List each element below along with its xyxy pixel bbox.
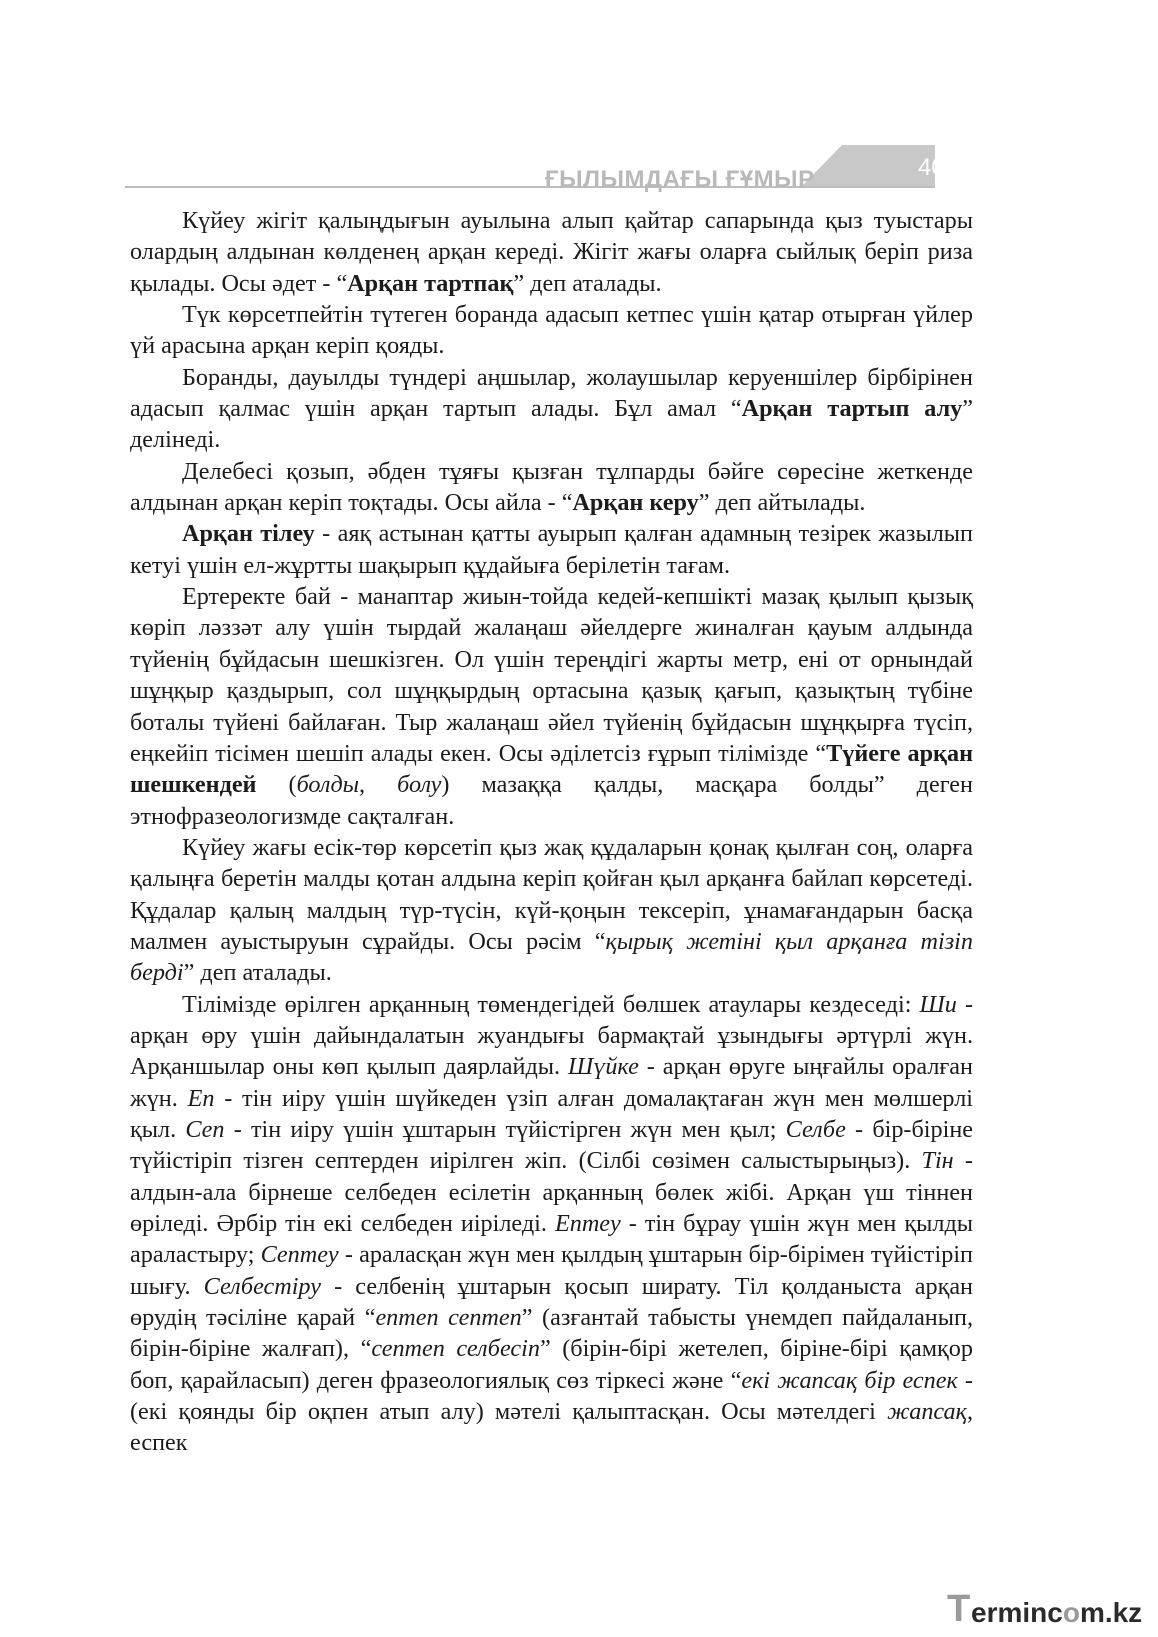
bold-term: Арқан тартпақ <box>347 269 514 297</box>
text-run: - араласқан жүн мен қылдың ұштарын бір-бірімен түйістіріп шығу. <box>130 1241 973 1300</box>
text-run: - арқан өру үшін дайындалатын жуандығы бармақтай ұзындығы әртүрлі жүн. Арқаншылар оны көп қылып даярлайды. <box>130 990 973 1081</box>
text-run: - арқан өруге ыңғайлы оралған жүн. <box>130 1053 973 1112</box>
bold-term: Түйеге арқан шешкендей <box>130 739 974 799</box>
italic-term: Сеп <box>185 1115 225 1143</box>
text-run: ” (бірін-бірі жетелеп, біріне-бірі қамқор боп, қарайласып) деген фразеологиялық сөз тіркесі және “ <box>130 1335 973 1394</box>
watermark-domain <box>971 1597 1142 1629</box>
text-run: Күйеу жігіт қалыңдығын ауылына алып қайтар сапарында қыз туыстары олардың алдынан көлденең арқан кереді. Жігіт жағы оларға сыйлық беріп риза қылады. Осы әдет - “ <box>130 207 973 297</box>
text-run: - бір-біріне түйістіріп тізген септерден иірілген жіп. (Сілбі сөзімен салыстырыңыз). <box>130 1115 974 1175</box>
paragraph <box>130 989 973 1459</box>
watermark-letter-t: T <box>947 1588 971 1630</box>
text-run: Ертеректе бай - манаптар жиын-тойда кедей-кепшікті мазақ қылып қызық көріп ләззәт алу үшін тырдай жалаңаш әйелдерге жиналған қауым алдында түйенің бұйдасын шешкізген. Ол үшін тереңдігі жарты метр, ені от орнындай шұңқыр қаздырып, сол шұңқырдың ортасына қазық қағып, қазықтың түбіне боталы түйені байлаған. Тыр жалаңаш әйел түйенің бұйдасын шұңқырға түсіп, еңкейіп тісімен шешіп алады екен. Осы әділетсіз ғұрып тілімізде “ <box>130 583 973 767</box>
text-run: ” (азғантай табысты үнемдеп пайдаланып, бірін-біріне жалғап), “ <box>130 1304 973 1363</box>
text-run: ” деп аталады. <box>183 959 332 987</box>
italic-term: Селбе <box>785 1115 846 1143</box>
text-run: Түк көрсетпейтін түтеген боранда адасып кетпес үшін қатар отырған үйлер үй арасына арқан керіп қояды. <box>130 301 973 360</box>
italic-term: Еп <box>187 1084 215 1112</box>
text-run: - алдын-ала бірнеше селбеден есілетін арқанның бөлек жібі. Арқан үш тіннен өріледі. Әрбір тін екі селбеден иіріледі. <box>130 1147 973 1237</box>
italic-term: Ши <box>919 990 957 1018</box>
text-run: - (екі қоянды бір оқпен атып алу) мәтелі қалыптасқан. Осы мәтелдегі <box>130 1366 973 1426</box>
italic-term: жапсақ <box>887 1398 967 1426</box>
paragraph <box>130 518 973 581</box>
text-run: - тін иіру үшін ұштарын түйістірген жүн мен қыл; <box>224 1115 786 1143</box>
text-run: Делебесі қозып, әбден тұяғы қызған тұлпарды бәйге сөресіне жеткенде алдынан арқан керіп тоқтады. Осы айла - “ <box>130 457 973 517</box>
italic-term: септеп селбесіп <box>371 1335 540 1363</box>
text-run: ) мазаққа қалды, масқара болды” деген этнофразеологизмде сақталған. <box>130 771 973 830</box>
page-number: 405 <box>918 154 959 181</box>
text-run: Тілімізде өрілген арқанның төмендегідей бөлшек атаулары кездеседі: <box>182 990 920 1018</box>
watermark-part-2: m.kz <box>1079 1597 1143 1628</box>
paragraph <box>130 581 973 832</box>
italic-term: Шүйке <box>568 1053 639 1081</box>
text-run: - селбенің ұштарын қосып ширату. Тіл қолданыста арқан өрудің тәсіліне қарай “ <box>130 1272 973 1332</box>
bold-term: Арқан керу <box>572 489 699 517</box>
italic-term: қырық жетіні қыл арқанға тізіп берді <box>130 927 973 987</box>
text-run: ( <box>256 771 297 799</box>
paragraph <box>130 205 973 299</box>
text-run: ” делінеді. <box>130 395 973 454</box>
paragraph <box>130 362 973 456</box>
header-tab-shape <box>800 145 935 188</box>
italic-term: ептеп септеп <box>375 1304 522 1332</box>
paragraph <box>130 456 973 519</box>
text-run: - аяқ астынан қатты ауырып қалған адамның тезірек жазылып кетуі үшін ел-жұртты шақырып құдайыға берілетін тағам. <box>130 520 973 579</box>
watermark-o: o <box>1062 1597 1080 1628</box>
text-run: - тін бұрау үшін жүн мен қылды араластыру; <box>130 1210 973 1269</box>
italic-term: Селбестіру <box>203 1272 321 1300</box>
body-text <box>130 205 973 1459</box>
bold-term: Арқан тартып алу <box>741 395 963 423</box>
page-header <box>0 0 1158 200</box>
text-run: - тін иіру үшін шүйкеден үзіп алған домалақтаған жүн мен мөлшерлі қыл. <box>130 1084 973 1143</box>
watermark-part-1: erminc <box>971 1597 1063 1628</box>
text-run: ” деп аталады. <box>513 269 662 297</box>
termincom-watermark-logo <box>947 1589 1147 1633</box>
text-run: , еспек <box>130 1398 973 1457</box>
italic-term: Тін <box>921 1147 954 1175</box>
text-run: Боранды, дауылды түндері аңшылар, жолаушылар керуеншілер бірбірінен адасып қалмас үшін арқан тартып алады. Бұл амал “ <box>130 363 973 423</box>
italic-term: Ептеу <box>554 1210 621 1237</box>
bold-term: Арқан тілеу <box>182 520 315 548</box>
text-run: Күйеу жағы есік-төр көрсетіп қыз жақ құдаларын қонақ қылған соң, оларға қалыңға беретін малды қотан алдына керіп қойған қыл арқанға байлап көрсетеді. Құдалар қалың малдың түр-түсін, күй-қоңын тексеріп, ұнамағандарын басқа малмен ауыстыруын сұрайды. Осы рәсім “ <box>130 833 973 955</box>
italic-term: болды, болу <box>296 771 442 799</box>
italic-term: екі жапсақ бір еспек <box>741 1366 958 1394</box>
italic-term: Септеу <box>260 1241 339 1269</box>
running-title: ҒЫЛЫМДАҒЫ ҒҰМЫР <box>545 166 815 193</box>
paragraph <box>130 299 973 362</box>
paragraph <box>130 832 973 989</box>
text-run: ” деп айтылады. <box>698 489 866 517</box>
